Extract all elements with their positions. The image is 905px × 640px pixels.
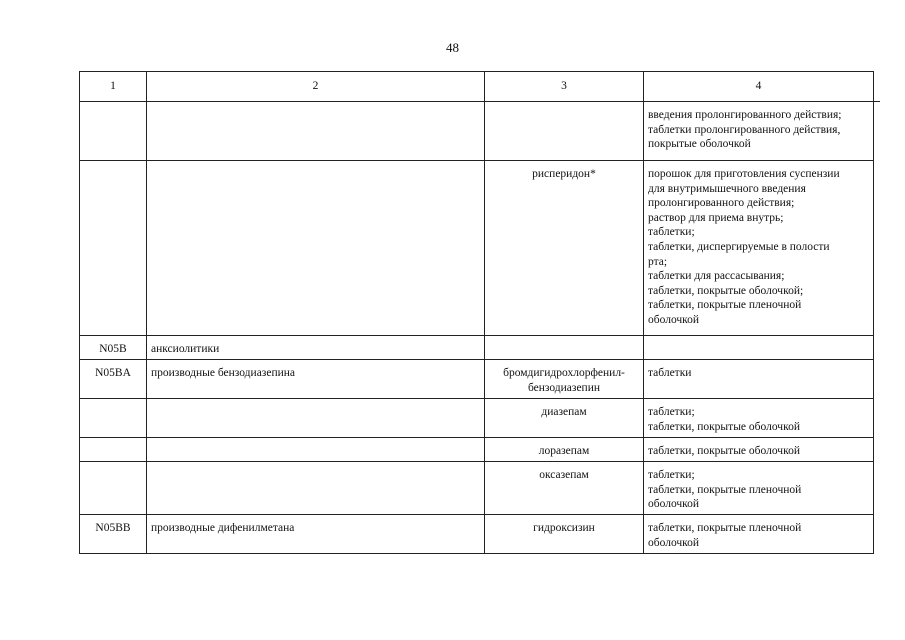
atc-code-cell: N05BA: [80, 360, 147, 399]
drug-name-cell: оксазепам: [485, 462, 644, 515]
table-row: [80, 438, 874, 462]
dosage-form-cell: таблетки, покрытые пленочной оболочкой: [644, 515, 874, 554]
drug-name-cell: [485, 102, 644, 161]
atc-group-cell: [147, 462, 485, 515]
atc-group-cell: [147, 399, 485, 438]
column-header-1: 1: [80, 72, 147, 102]
table-row: [80, 102, 874, 161]
atc-code-cell: [80, 462, 147, 515]
atc-code-cell: [80, 399, 147, 438]
atc-group-cell: производные бензодиазепина: [147, 360, 485, 399]
drug-name-cell: бромдигидрохлорфенил- бензодиазепин: [485, 360, 644, 399]
drug-name-cell: лоразепам: [485, 438, 644, 462]
dosage-form-cell: введения пролонгированного действия; таблетки пролонгированного действия, покрытые оболочкой: [644, 102, 874, 161]
table-header-row: [80, 72, 874, 102]
table-row: [80, 161, 874, 336]
atc-code-cell: [80, 102, 147, 161]
dosage-form-cell: [644, 336, 874, 360]
drug-name-cell: гидроксизин: [485, 515, 644, 554]
drug-name-cell: рисперидон*: [485, 161, 644, 336]
atc-code-cell: N05B: [80, 336, 147, 360]
dosage-form-cell: порошок для приготовления суспензии для внутримышечного введения пролонгированного действия; раствор для приема внутрь; таблетки; таблетки, диспергируемые в полости рта; таблетки для рассасывания; таблетки, покрытые оболочкой; таблетки, покрытые пленочной оболочкой: [644, 161, 874, 336]
medication-table: [79, 71, 874, 554]
table-row: [80, 515, 874, 554]
column-header-4: 4: [644, 72, 874, 102]
column-header-2: 2: [147, 72, 485, 102]
dosage-form-cell: таблетки: [644, 360, 874, 399]
atc-group-cell: [147, 161, 485, 336]
atc-code-cell: [80, 161, 147, 336]
atc-code-cell: [80, 438, 147, 462]
dosage-form-cell: таблетки, покрытые оболочкой: [644, 438, 874, 462]
atc-group-cell: [147, 102, 485, 161]
atc-group-cell: [147, 438, 485, 462]
drug-name-cell: диазепам: [485, 399, 644, 438]
table-row: [80, 399, 874, 438]
dosage-form-cell: таблетки; таблетки, покрытые оболочкой: [644, 399, 874, 438]
atc-group-cell: анксиолитики: [147, 336, 485, 360]
atc-group-cell: производные дифенилметана: [147, 515, 485, 554]
page-number: 48: [446, 40, 459, 55]
drug-name-cell: [485, 336, 644, 360]
table-row: [80, 336, 874, 360]
table-row: [80, 360, 874, 399]
atc-code-cell: N05BB: [80, 515, 147, 554]
dosage-form-cell: таблетки; таблетки, покрытые пленочной оболочкой: [644, 462, 874, 515]
table-row: [80, 462, 874, 515]
scan-edge-mark: [871, 101, 880, 102]
column-header-3: 3: [485, 72, 644, 102]
